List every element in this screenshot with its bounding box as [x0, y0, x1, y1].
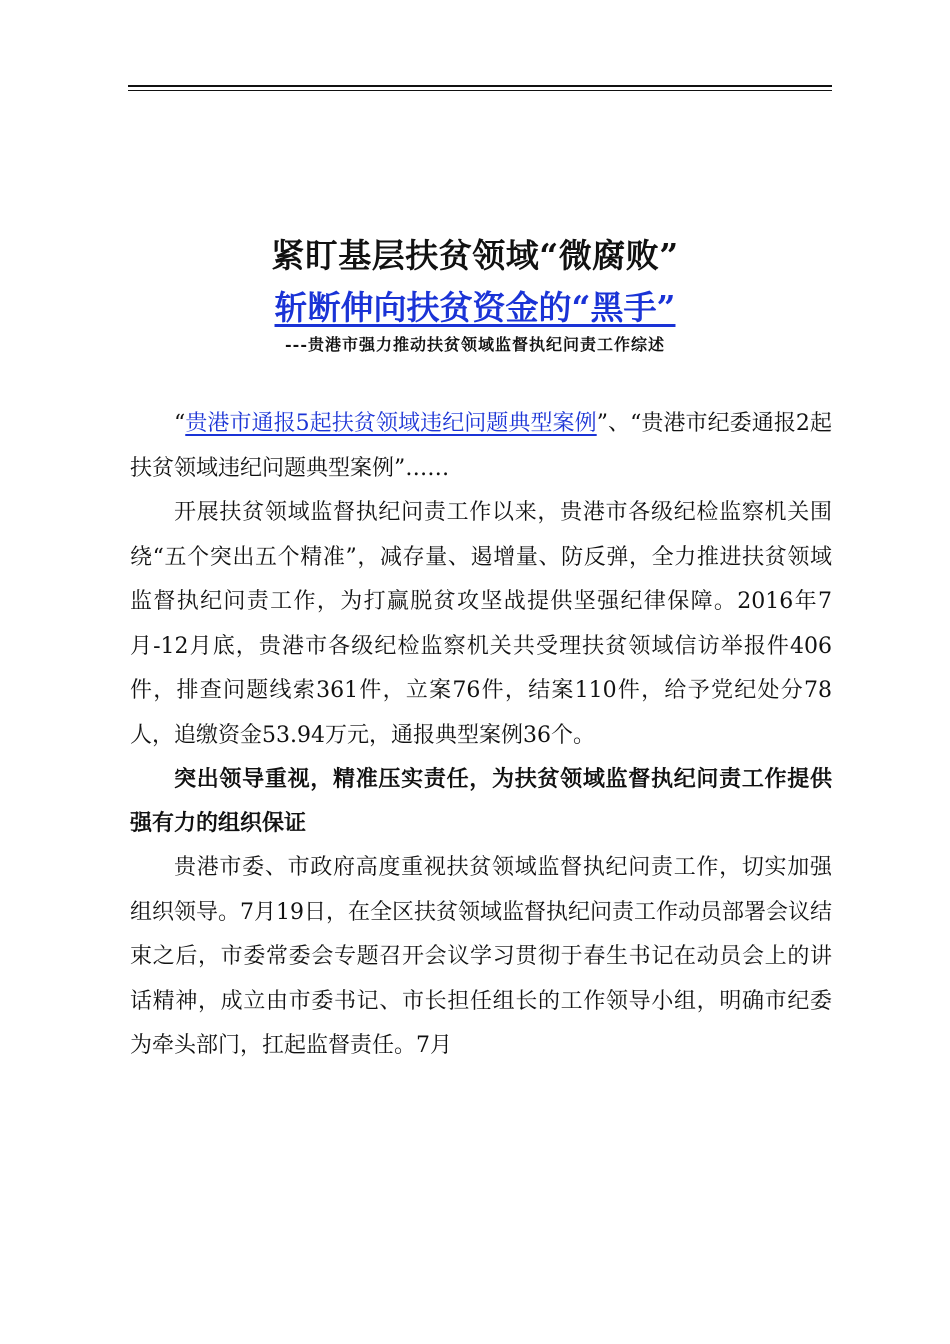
document-title-line2	[0, 282, 950, 329]
document-subtitle: ---贵港市强力推动扶贫领域监督执纪问责工作综述	[285, 335, 665, 354]
open-quote: “	[174, 411, 186, 436]
header-rule-thin	[128, 90, 832, 91]
case-report-link[interactable]: 贵港市通报5起扶贫领域违纪问题典型案例	[185, 411, 597, 436]
paragraph-intro	[130, 402, 832, 491]
paragraph-intro-rest: ”、“贵港市纪委通报2起扶贫领域违纪问题典型案例”……	[130, 411, 832, 481]
paragraph-summary: 开展扶贫领域监督执纪问责工作以来，贵港市各级纪检监察机关围绕“五个突出五个精准”，减存量、遏增量、防反弹，全力推进扶贫领域监督执纪问责工作，为打赢脱贫攻坚战提供坚强纪律保障。2016年7月-12月底，贵港市各级纪检监察机关共受理扶贫领域信访举报件406件，排查问题线索361件，立案76件，结案110件，给予党纪处分78人，追缴资金53.94万元，通报典型案例36个。	[130, 500, 832, 748]
paragraph-leadership: 贵港市委、市政府高度重视扶贫领域监督执纪问责工作，切实加强组织领导。7月19日，在全区扶贫领域监督执纪问责工作动员部署会议结束之后，市委常委会专题召开会议学习贯彻于春生书记在动员会上的讲话精神，成立由市委书记、市长担任组长的工作领导小组，明确市纪委为牵头部门，扛起监督责任。7月	[130, 855, 832, 1058]
document-title-line1: 紧盯基层扶贫领域“微腐败”	[271, 236, 679, 275]
title-link[interactable]: 斩断伸向扶贫资金的“黑手”	[274, 288, 676, 327]
section-heading: 突出领导重视，精准压实责任，为扶贫领域监督执纪问责工作提供强有力的组织保证	[130, 767, 832, 836]
header-rule-thick	[128, 85, 832, 87]
document-body	[130, 402, 832, 1069]
